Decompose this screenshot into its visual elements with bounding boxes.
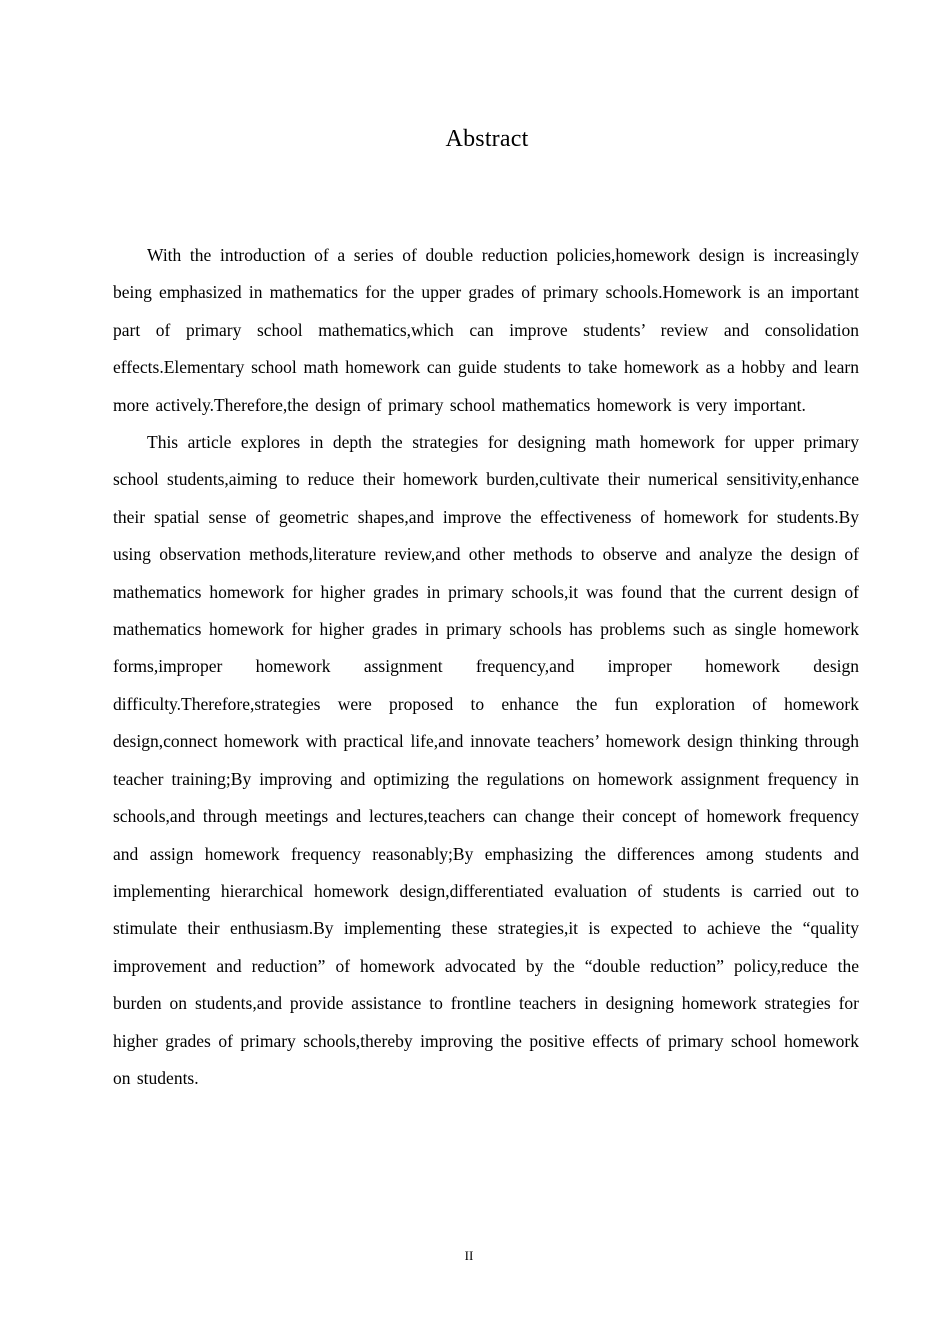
abstract-title: Abstract [445, 126, 529, 152]
abstract-paragraph-2: This article explores in depth the strategies for designing math homework for upper primary school students,aiming to reduce their homework burden,cultivate their numerical sensitivity,enhance their spatial sense of geometric shapes,and improve the effectiveness of homework for students.By using observation methods,literature review,and other methods to observe and analyze the design of mathematics homework for higher grades in primary schools,it was found that the current design of mathematics homework for higher grades in primary schools has problems such as single homework forms,improper homework assignment frequency,and improper homework design difficulty.Therefore,strategies were proposed to enhance the fun exploration of homework design,connect homework with practical life,and innovate teachers’ homework design thinking through teacher training;By improving and optimizing the regulations on homework assignment frequency in schools,and through meetings and lectures,teachers can change their concept of homework frequency and assign homework frequency reasonably;By emphasizing the differences among students and implementing hierarchical homework design,differentiated evaluation of students is carried out to stimulate their enthusiasm.By implementing these strategies,it is expected to achieve the “quality improvement and reduction” of homework advocated by the “double reduction” policy,reduce the burden on students,and provide assistance to frontline teachers in designing homework strategies for higher grades of primary schools,thereby improving the positive effects of primary school homework on students. [113, 432, 859, 1088]
abstract-paragraph-1: With the introduction of a series of double reduction policies,homework design is increasingly being emphasized in mathematics for the upper grades of primary schools.Homework is an important part of primary school mathematics,which can improve students’ review and consolidation effects.Elementary school math homework can guide students to take homework as a hobby and learn more actively.Therefore,the design of primary school mathematics homework is very important. [113, 245, 859, 415]
abstract-body [113, 237, 859, 1097]
page-number: II [464, 1248, 474, 1263]
